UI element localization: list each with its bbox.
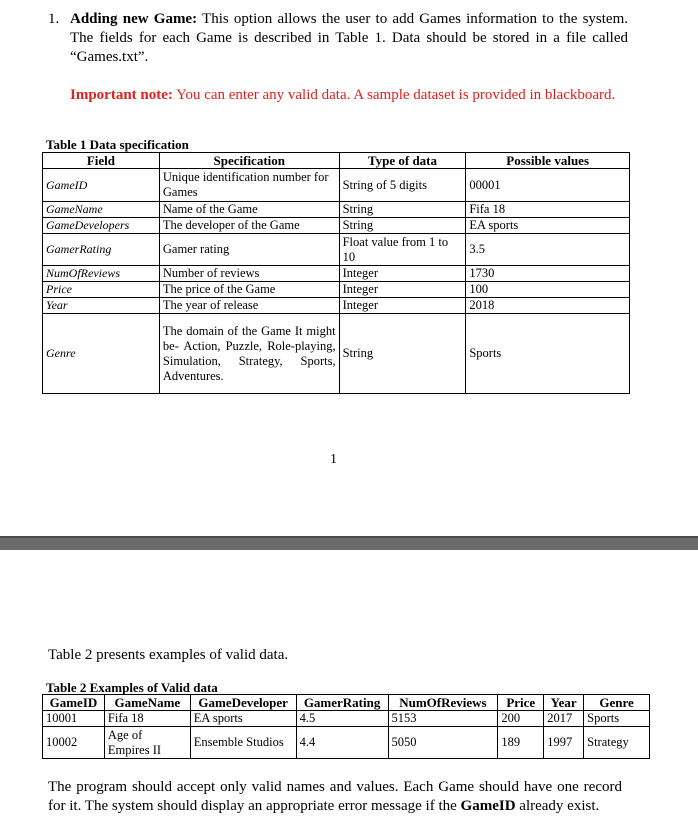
item-text: This option allows the user to add Games information to the system. The fields for each Game is described in Table 1. Data should be stored in a file called “Games.txt”. [70,11,628,65]
header-cell: Price [498,695,544,711]
cell: Fifa 18 [104,711,190,727]
table-header-row [43,153,630,169]
spec-cell: Number of reviews [159,266,339,282]
type-cell: Integer [339,298,466,314]
cell: 4.5 [296,711,388,727]
table2-caption: Table 2 Examples of Valid data [46,680,218,695]
paragraph-text: The program should accept only valid names and values. Each Game should have one record for it. The system should display an appropriate error message if the [48,779,622,814]
cell: 4.4 [296,727,388,759]
cell: 5153 [388,711,498,727]
item-heading: Adding new Game: [70,11,198,27]
field-cell: GameDevelopers [43,218,160,234]
field-cell: GameID [43,169,160,202]
valid-data-examples-table [42,694,650,759]
table-row [43,282,630,298]
field-cell: GamerRating [43,234,160,266]
table2-intro: Table 2 presents examples of valid data. [48,647,289,663]
type-cell: String [339,218,466,234]
cell: 189 [498,727,544,759]
paragraph-text-end: already exist. [515,798,600,814]
header-cell: GamerRating [296,695,388,711]
cell: 1997 [544,727,584,759]
table-row [43,202,630,218]
cell: Strategy [584,727,650,759]
field-cell: NumOfReviews [43,266,160,282]
table-row [43,298,630,314]
header-cell: GameID [43,695,105,711]
table-row [43,266,630,282]
value-cell: 100 [466,282,630,298]
table1-caption: Table 1 Data specification [46,137,189,152]
spec-cell: The price of the Game [159,282,339,298]
header-cell: Field [43,153,160,169]
value-cell: 1730 [466,266,630,282]
table-row [43,314,630,394]
cell: 200 [498,711,544,727]
spec-cell: The developer of the Game [159,218,339,234]
spec-cell: Gamer rating [159,234,339,266]
table-row [43,218,630,234]
header-cell: Type of data [339,153,466,169]
page-number: 1 [330,452,337,467]
table-row [43,169,630,202]
cell: Ensemble Studios [190,727,296,759]
type-cell: Integer [339,266,466,282]
value-cell: 3.5 [466,234,630,266]
header-cell: Year [544,695,584,711]
header-cell: Genre [584,695,650,711]
value-cell: Fifa 18 [466,202,630,218]
cell: Sports [584,711,650,727]
value-cell: EA sports [466,218,630,234]
header-cell: GameDeveloper [190,695,296,711]
type-cell: String [339,202,466,218]
table-row [43,234,630,266]
note-label: Important note: [70,87,173,103]
spec-cell: Name of the Game [159,202,339,218]
header-cell: NumOfReviews [388,695,498,711]
table-header-row [43,695,650,711]
spec-cell: The year of release [159,298,339,314]
type-cell: Integer [339,282,466,298]
spec-cell: The domain of the Game It might be- Action, Puzzle, Role-playing, Simulation, Strategy, Sports, Adventures. [159,314,339,394]
list-item-adding-new-game [48,10,628,67]
table-row [43,727,650,759]
type-cell: String [339,314,466,394]
header-cell: GameName [104,695,190,711]
cell: EA sports [190,711,296,727]
spec-cell: Unique identification number for Games [159,169,339,202]
field-cell: Year [43,298,160,314]
important-note [70,86,622,105]
header-cell: Possible values [466,153,630,169]
paragraph-bold: GameID [460,798,516,814]
value-cell: 00001 [466,169,630,202]
table-row [43,711,650,727]
header-cell: Specification [159,153,339,169]
field-cell: GameName [43,202,160,218]
value-cell: Sports [466,314,630,394]
data-specification-table [42,152,630,394]
cell: 5050 [388,727,498,759]
type-cell: Float value from 1 to 10 [339,234,466,266]
field-cell: Genre [43,314,160,394]
page-divider [0,536,698,550]
cell: 2017 [544,711,584,727]
document-page-2 [0,550,698,835]
note-text: You can enter any valid data. A sample dataset is provided in blackboard. [176,87,616,103]
validation-paragraph [48,778,622,816]
field-cell: Price [43,282,160,298]
list-number: 1. [48,11,60,27]
cell: Age of Empires II [104,727,190,759]
cell: 10002 [43,727,105,759]
type-cell: String of 5 digits [339,169,466,202]
value-cell: 2018 [466,298,630,314]
cell: 10001 [43,711,105,727]
